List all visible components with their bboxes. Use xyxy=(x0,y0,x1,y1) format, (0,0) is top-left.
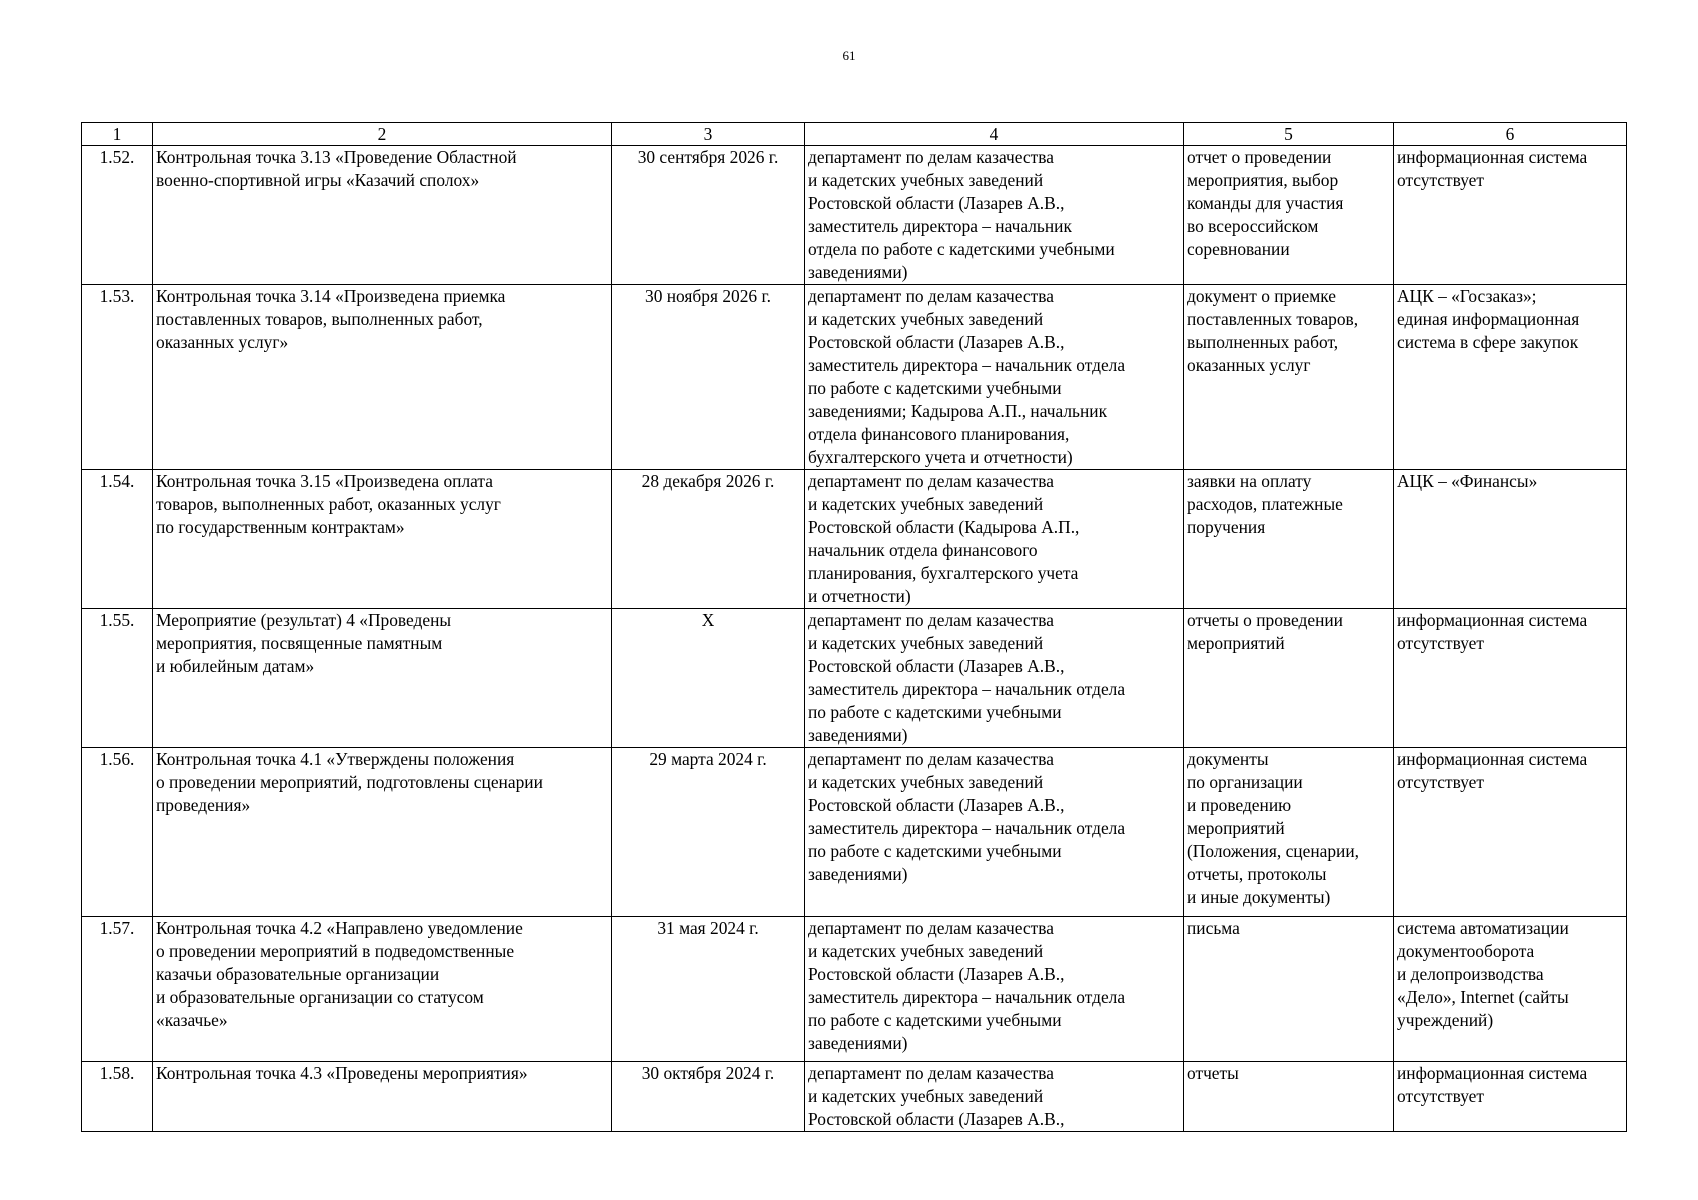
row-number: 1.52. xyxy=(82,146,153,285)
row-date: Х xyxy=(612,609,805,748)
row-date: 31 мая 2024 г. xyxy=(612,917,805,1062)
row-date: 30 октября 2024 г. xyxy=(612,1062,805,1132)
column-header: 5 xyxy=(1184,123,1394,146)
table-row xyxy=(82,748,1627,917)
row-responsible: департамент по делам казачества и кадетских учебных заведений Ростовской области (Лазарев А.В., заместитель директора – начальник отдела по работе с кадетскими учебными заведениями; Кадырова А.П., начальник отдела финансового планирования, бухгалтерского учета и отчетности) xyxy=(805,285,1184,470)
table-row xyxy=(82,146,1627,285)
row-document: отчет о проведении мероприятия, выбор команды для участия во всероссийском соревновании xyxy=(1184,146,1394,285)
row-name: Контрольная точка 3.15 «Произведена оплата товаров, выполненных работ, оказанных услуг по государственным контрактам» xyxy=(153,470,612,609)
column-header: 6 xyxy=(1394,123,1627,146)
row-number: 1.53. xyxy=(82,285,153,470)
row-date: 30 сентября 2026 г. xyxy=(612,146,805,285)
row-name: Контрольная точка 4.1 «Утверждены положения о проведении мероприятий, подготовлены сценарии проведения» xyxy=(153,748,612,917)
row-responsible: департамент по делам казачества и кадетских учебных заведений Ростовской области (Лазарев А.В., заместитель директора – начальник отдела по работе с кадетскими учебными заведениями) xyxy=(805,748,1184,917)
row-name: Контрольная точка 4.2 «Направлено уведомление о проведении мероприятий в подведомственные казачьи образовательные организации и образовательные организации со статусом «казачье» xyxy=(153,917,612,1062)
page-number: 61 xyxy=(842,48,856,63)
row-name: Контрольная точка 3.13 «Проведение Областной военно-спортивной игры «Казачий сполох» xyxy=(153,146,612,285)
row-date: 28 декабря 2026 г. xyxy=(612,470,805,609)
table-row xyxy=(82,1062,1627,1132)
row-document: отчеты о проведении мероприятий xyxy=(1184,609,1394,748)
row-name: Контрольная точка 3.14 «Произведена приемка поставленных товаров, выполненных работ, оказанных услуг» xyxy=(153,285,612,470)
table-row xyxy=(82,609,1627,748)
table-row xyxy=(82,470,1627,609)
column-header: 3 xyxy=(612,123,805,146)
row-document: письма xyxy=(1184,917,1394,1062)
row-document: заявки на оплату расходов, платежные поручения xyxy=(1184,470,1394,609)
column-header: 1 xyxy=(82,123,153,146)
row-responsible: департамент по делам казачества и кадетских учебных заведений Ростовской области (Кадырова А.П., начальник отдела финансового планирования, бухгалтерского учета и отчетности) xyxy=(805,470,1184,609)
column-header: 4 xyxy=(805,123,1184,146)
row-responsible: департамент по делам казачества и кадетских учебных заведений Ростовской области (Лазарев А.В., заместитель директора – начальник отдела по работе с кадетскими учебными заведениями) xyxy=(805,609,1184,748)
row-responsible: департамент по делам казачества и кадетских учебных заведений Ростовской области (Лазарев А.В., xyxy=(805,1062,1184,1132)
row-number: 1.58. xyxy=(82,1062,153,1132)
row-number: 1.55. xyxy=(82,609,153,748)
row-document: документ о приемке поставленных товаров, выполненных работ, оказанных услуг xyxy=(1184,285,1394,470)
row-responsible: департамент по делам казачества и кадетских учебных заведений Ростовской области (Лазарев А.В., заместитель директора – начальник отдела по работе с кадетскими учебными заведениями) xyxy=(805,917,1184,1062)
control-points-table xyxy=(81,122,1627,1132)
row-name: Контрольная точка 4.3 «Проведены мероприятия» xyxy=(153,1062,612,1132)
row-number: 1.54. xyxy=(82,470,153,609)
row-responsible: департамент по делам казачества и кадетских учебных заведений Ростовской области (Лазарев А.В., заместитель директора – начальник отдела по работе с кадетскими учебными заведениями) xyxy=(805,146,1184,285)
row-name: Мероприятие (результат) 4 «Проведены мероприятия, посвященные памятным и юбилейным датам» xyxy=(153,609,612,748)
table-row xyxy=(82,917,1627,1062)
row-document: документы по организации и проведению мероприятий (Положения, сценарии, отчеты, протоколы и иные документы) xyxy=(1184,748,1394,917)
row-system: АЦК – «Госзаказ»; единая информационная система в сфере закупок xyxy=(1394,285,1627,470)
row-number: 1.57. xyxy=(82,917,153,1062)
row-system: информационная система отсутствует xyxy=(1394,748,1627,917)
row-date: 29 марта 2024 г. xyxy=(612,748,805,917)
row-system: информационная система отсутствует xyxy=(1394,1062,1627,1132)
row-system: АЦК – «Финансы» xyxy=(1394,470,1627,609)
row-date: 30 ноября 2026 г. xyxy=(612,285,805,470)
table-header-row xyxy=(82,123,1627,146)
row-system: информационная система отсутствует xyxy=(1394,609,1627,748)
row-number: 1.56. xyxy=(82,748,153,917)
column-header: 2 xyxy=(153,123,612,146)
table-row xyxy=(82,285,1627,470)
row-system: информационная система отсутствует xyxy=(1394,146,1627,285)
row-document: отчеты xyxy=(1184,1062,1394,1132)
row-system: система автоматизации документооборота и делопроизводства «Дело», Internet (сайты учреждений) xyxy=(1394,917,1627,1062)
